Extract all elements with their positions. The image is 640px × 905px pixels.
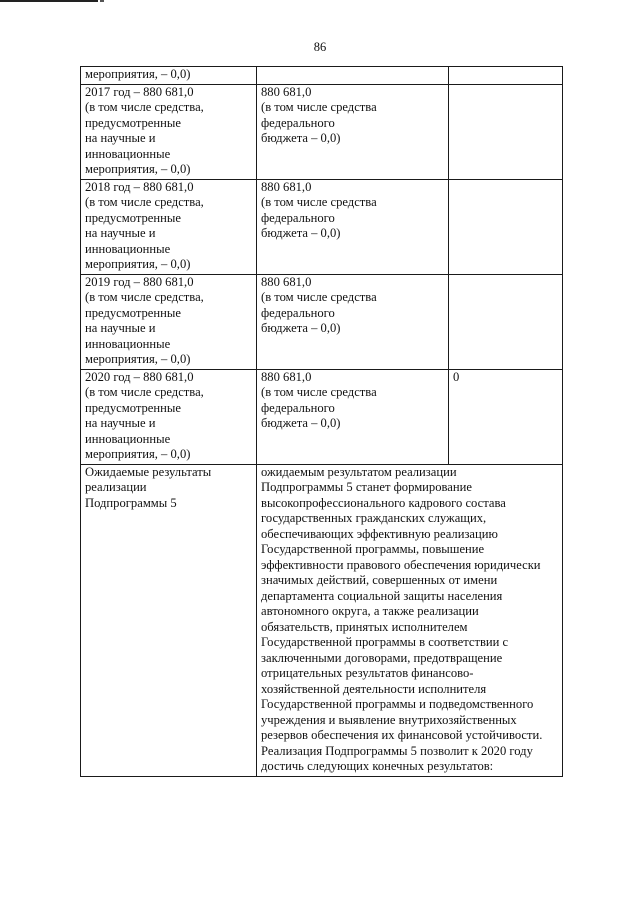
cell-text-line: (в том числе средства, xyxy=(85,385,204,399)
results-text-line: высокопрофессионального кадрового состава xyxy=(261,495,506,510)
cell-text-line: предусмотренные xyxy=(85,305,181,320)
cell-text-line: 2019 год – 880 681,0 xyxy=(85,274,194,289)
total-funding-cell xyxy=(81,179,257,274)
results-text-line: Государственной программы, повышение xyxy=(261,542,485,556)
cell-text-line: 880 681,0 xyxy=(261,179,312,194)
cell-text-line: (в том числе средства xyxy=(261,100,377,114)
cell-text-line: мероприятия, – 0,0) xyxy=(85,67,191,81)
cell-text-line: предусмотренные xyxy=(85,115,181,130)
total-funding-cell xyxy=(81,67,257,85)
cell-text-line: на научные и xyxy=(85,321,156,335)
cell-text-line: (в том числе средства xyxy=(261,290,377,304)
federal-budget-cell xyxy=(257,369,449,464)
federal-budget-cell xyxy=(257,84,449,179)
cell-text-line: бюджета – 0,0) xyxy=(261,321,341,335)
results-text-line: Государственной программы в соответствии с xyxy=(261,635,509,649)
results-text-cell xyxy=(257,464,563,776)
cell-text-line: предусмотренные xyxy=(85,400,181,415)
scan-edge-dot xyxy=(100,0,104,2)
other-sources-cell xyxy=(449,369,563,464)
continued-row xyxy=(81,67,563,85)
cell-text-line: федерального xyxy=(261,305,335,320)
other-sources-cell xyxy=(449,274,563,369)
federal-budget-cell xyxy=(257,67,449,85)
results-text-line: ожидаемым результатом реализации xyxy=(261,464,457,479)
results-text-line: государственных гражданских служащих, xyxy=(261,511,487,525)
results-text-line: резервов обеспечения их финансовой устойчивости. xyxy=(261,728,543,742)
cell-text-line: 2017 год – 880 681,0 xyxy=(85,84,194,99)
cell-text-line: мероприятия, – 0,0) xyxy=(85,352,191,366)
cell-text-line: инновационные xyxy=(85,336,171,351)
scan-edge-mark xyxy=(0,0,98,2)
total-funding-cell xyxy=(81,274,257,369)
results-text-line: учреждения и выявление внутрихозяйственных xyxy=(261,712,517,727)
program-table xyxy=(80,66,563,777)
results-text-line: департамента социальной защиты населения xyxy=(261,588,503,603)
cell-text-line: инновационные xyxy=(85,241,171,256)
total-funding-cell xyxy=(81,369,257,464)
cell-text-line: 2020 год – 880 681,0 xyxy=(85,369,194,384)
cell-text-line: федерального xyxy=(261,400,335,415)
results-text-line: достичь следующих конечных результатов: xyxy=(261,759,494,773)
cell-text-line: инновационные xyxy=(85,431,171,446)
cell-text-line: предусмотренные xyxy=(85,210,181,225)
results-label-cell xyxy=(81,464,257,776)
cell-text-line: на научные и xyxy=(85,131,156,145)
other-sources-cell xyxy=(449,179,563,274)
results-text-line: значимых действий, совершенных от имени xyxy=(261,573,498,587)
results-label-line: реализации xyxy=(85,480,147,494)
cell-text-line: бюджета – 0,0) xyxy=(261,226,341,240)
cell-text-line: мероприятия, – 0,0) xyxy=(85,162,191,176)
cell-text-line: инновационные xyxy=(85,146,171,161)
results-text-line: автономного округа, а также реализации xyxy=(261,604,479,618)
federal-budget-cell xyxy=(257,179,449,274)
results-text-line: обязательств, принятых исполнителем xyxy=(261,619,468,634)
cell-text-line: федерального xyxy=(261,210,335,225)
results-text-line: эффективности правового обеспечения юридически xyxy=(261,557,541,572)
cell-text-line: бюджета – 0,0) xyxy=(261,131,341,145)
funding-year-row xyxy=(81,369,563,464)
results-text-line: обеспечивающих эффективную реализацию xyxy=(261,526,498,541)
cell-text-line: (в том числе средства, xyxy=(85,290,204,304)
results-text-line: Государственной программы и подведомственного xyxy=(261,697,534,711)
table-body xyxy=(81,67,563,777)
cell-text-line: (в том числе средства xyxy=(261,385,377,399)
cell-text-line: 880 681,0 xyxy=(261,274,312,289)
page-number: 86 xyxy=(313,40,327,54)
funding-year-row xyxy=(81,274,563,369)
cell-text-line: (в том числе средства xyxy=(261,195,377,209)
other-sources-cell xyxy=(449,84,563,179)
cell-text-line: (в том числе средства, xyxy=(85,195,204,209)
results-label-line: Подпрограммы 5 xyxy=(85,495,177,510)
cell-text-line: на научные и xyxy=(85,226,156,240)
cell-text-line: мероприятия, – 0,0) xyxy=(85,257,191,271)
cell-text-line: 2018 год – 880 681,0 xyxy=(85,179,194,194)
cell-text-line: бюджета – 0,0) xyxy=(261,416,341,430)
funding-year-row xyxy=(81,84,563,179)
cell-text-line: мероприятия, – 0,0) xyxy=(85,447,191,461)
results-row xyxy=(81,464,563,776)
cell-text-line: (в том числе средства, xyxy=(85,100,204,114)
cell-text-line: 880 681,0 xyxy=(261,369,312,384)
cell-text-line: 880 681,0 xyxy=(261,84,312,99)
federal-budget-cell xyxy=(257,274,449,369)
cell-text-line: федерального xyxy=(261,115,335,130)
total-funding-cell xyxy=(81,84,257,179)
results-text-line: отрицательных результатов финансово- xyxy=(261,666,474,680)
results-text-line: хозяйственной деятельности исполнителя xyxy=(261,681,487,696)
results-text-line: заключенными договорами, предотвращение xyxy=(261,650,503,665)
funding-year-row xyxy=(81,179,563,274)
results-label-line: Ожидаемые результаты xyxy=(85,464,212,479)
other-sources-cell xyxy=(449,67,563,85)
cell-text-line: 0 xyxy=(453,369,460,384)
results-text-line: Реализация Подпрограммы 5 позволит к 2020 году xyxy=(261,743,533,758)
results-text-line: Подпрограммы 5 станет формирование xyxy=(261,480,472,494)
cell-text-line: на научные и xyxy=(85,416,156,430)
